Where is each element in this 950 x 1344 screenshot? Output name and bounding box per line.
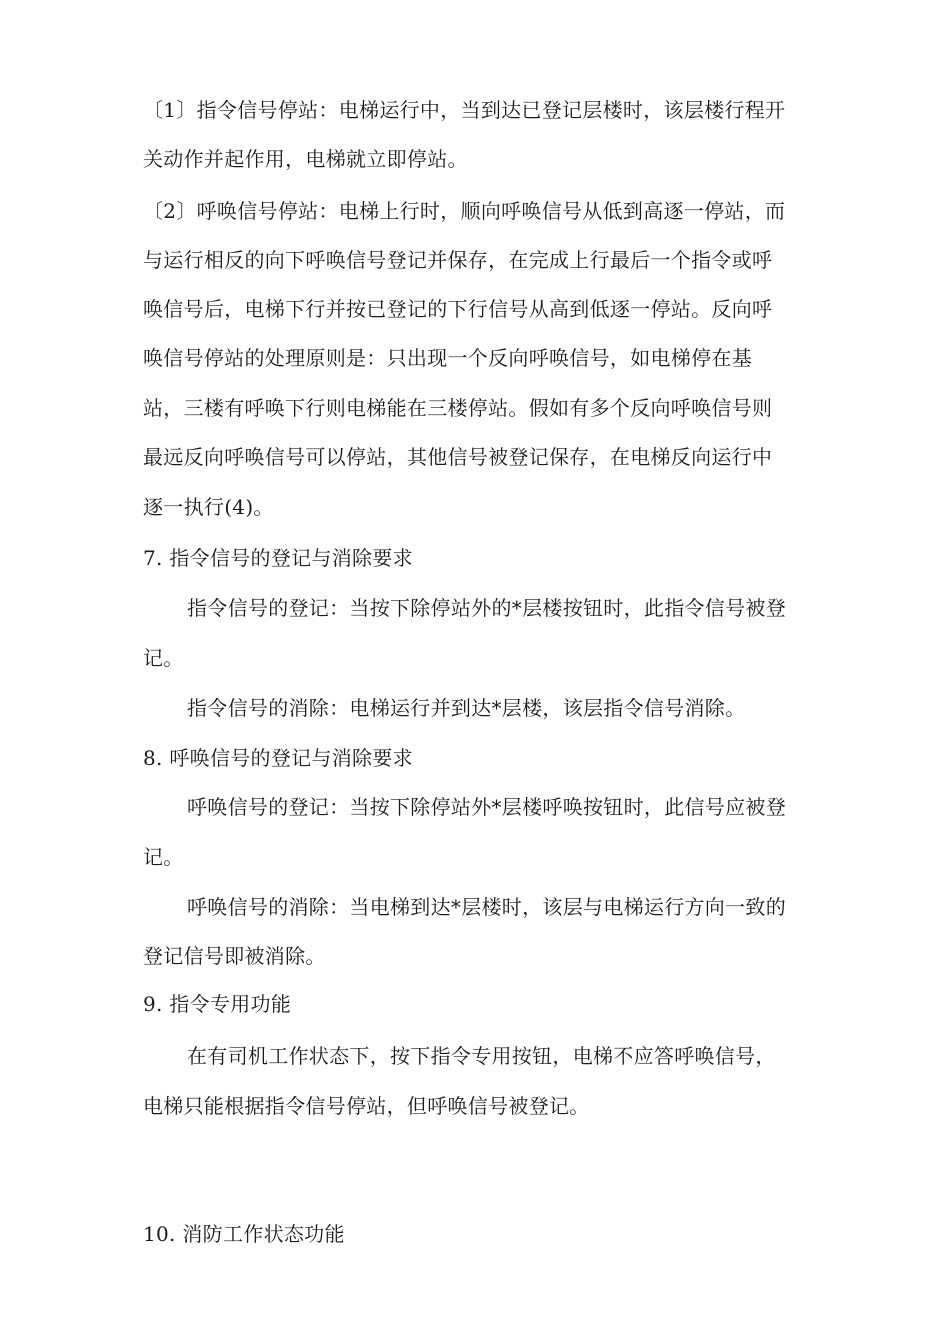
section7-p1-line2: 记。 <box>143 646 184 670</box>
section9-heading: 9. 指令专用功能 <box>143 992 292 1016</box>
section7-p2-line1: 指令信号的消除：电梯运行并到达*层楼，该层指令信号消除。 <box>187 696 746 720</box>
section8-p1-line1: 呼唤信号的登记：当按下除停站外*层楼呼唤按钮时，此信号应被登 <box>187 795 786 819</box>
section10-heading: 10. 消防工作状态功能 <box>143 1222 345 1246</box>
item2-line2: 与运行相反的向下呼唤信号登记并保存，在完成上行最后一个指令或呼 <box>143 248 773 272</box>
item2-line6: 最远反向呼唤信号可以停站，其他信号被登记保存，在电梯反向运行中 <box>143 445 773 469</box>
item1-line2: 关动作并起作用，电梯就立即停站。 <box>143 147 468 171</box>
item2-line3: 唤信号后，电梯下行并按已登记的下行信号从高到低逐一停站。反向呼 <box>143 297 773 321</box>
section8-heading: 8. 呼唤信号的登记与消除要求 <box>143 746 413 770</box>
item2-line7: 逐一执行(4)。 <box>143 495 274 519</box>
section9-p1-line1: 在有司机工作状态下，按下指令专用按钮，电梯不应答呼唤信号， <box>187 1044 776 1068</box>
section7-p1-line1: 指令信号的登记：当按下除停站外的*层楼按钮时，此指令信号被登 <box>187 596 786 620</box>
item1-line1: 〔1〕指令信号停站：电梯运行中，当到达已登记层楼时，该层楼行程开 <box>143 98 786 122</box>
item2-line1: 〔2〕呼唤信号停站：电梯上行时，顺向呼唤信号从低到高逐一停站，而 <box>143 199 786 223</box>
section7-heading: 7. 指令信号的登记与消除要求 <box>143 546 413 570</box>
section8-p1-line2: 记。 <box>143 845 184 869</box>
section9-p1-line2: 电梯只能根据指令信号停站，但呼唤信号被登记。 <box>143 1094 590 1118</box>
section8-p2-line2: 登记信号即被消除。 <box>143 944 326 968</box>
section8-p2-line1: 呼唤信号的消除：当电梯到达*层楼时，该层与电梯运行方向一致的 <box>187 895 786 919</box>
item2-line5: 站，三楼有呼唤下行则电梯能在三楼停站。假如有多个反向呼唤信号则 <box>143 396 773 420</box>
item2-line4: 唤信号停站的处理原则是：只出现一个反向呼唤信号，如电梯停在基 <box>143 346 752 370</box>
